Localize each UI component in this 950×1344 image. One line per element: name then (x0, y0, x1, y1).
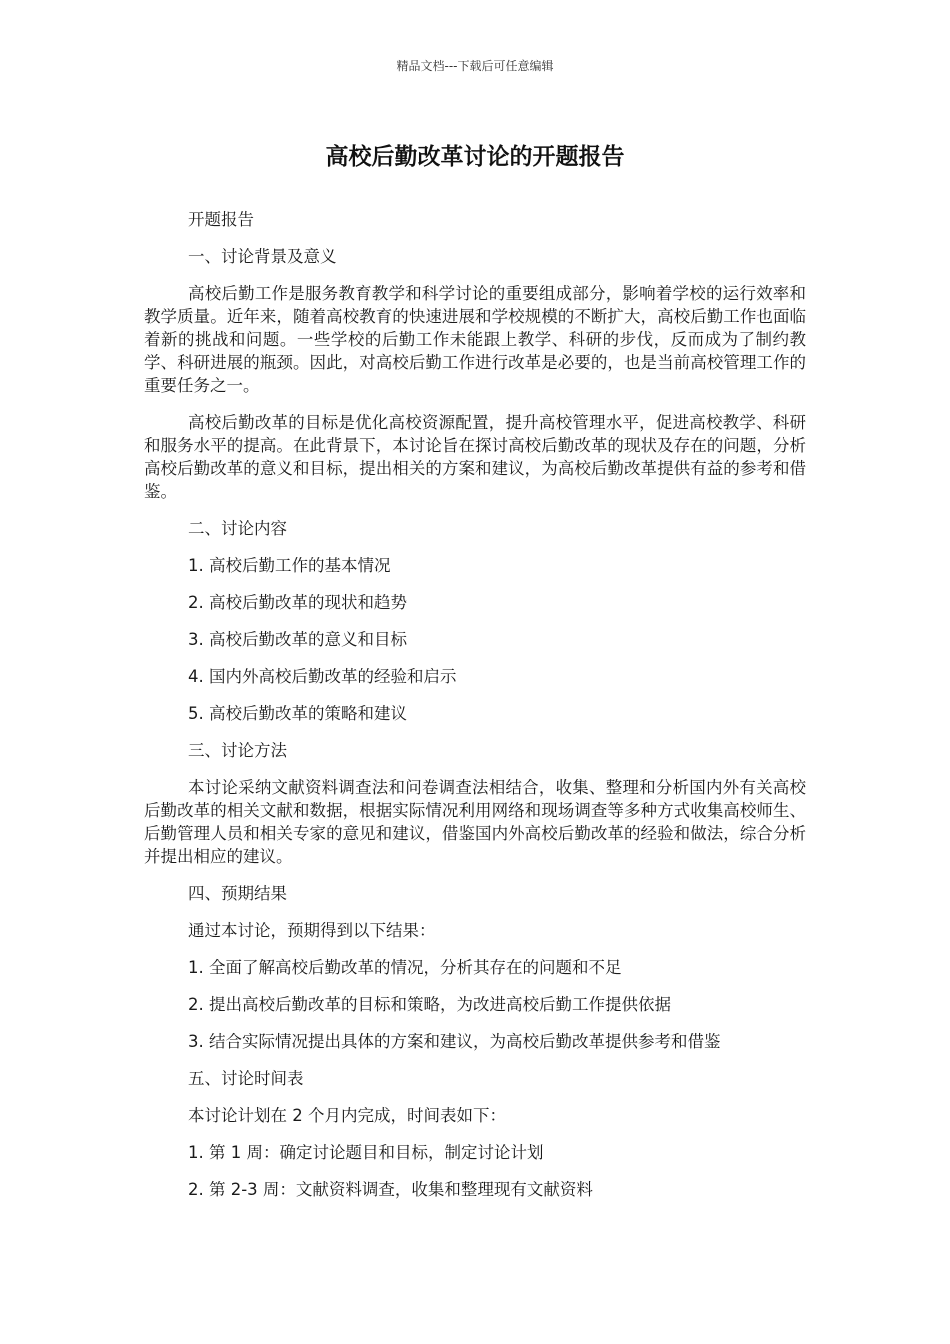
list-item: 2. 第 2-3 周：文献资料调查，收集和整理现有文献资料 (188, 1180, 593, 1199)
list-item: 2. 提出高校后勤改革的目标和策略，为改进高校后勤工作提供依据 (188, 995, 671, 1014)
list-item: 1. 高校后勤工作的基本情况 (188, 556, 391, 575)
list-item: 4. 国内外高校后勤改革的经验和启示 (188, 667, 457, 686)
body-paragraph: 高校后勤工作是服务教育教学和科学讨论的重要组成部分，影响着学校的运行效率和教学质量。近年来，随着高校教育的快速进展和学校规模的不断扩大，高校后勤工作也面临着新的挑战和问题。一些学校的后勤工作未能跟上教学、科研的步伐，反而成为了制约教学、科研进展的瓶颈。因此，对高校后勤工作进行改革是必要的，也是当前高校管理工作的重要任务之一。 (144, 284, 806, 395)
section-heading: 五、讨论时间表 (188, 1069, 304, 1088)
document-body (144, 208, 806, 1215)
list-item: 1. 第 1 周：确定讨论题目和目标，制定讨论计划 (188, 1143, 544, 1162)
body-paragraph: 本讨论计划在 2 个月内完成，时间表如下： (188, 1106, 506, 1125)
list-item: 5. 高校后勤改革的策略和建议 (188, 704, 407, 723)
body-paragraph: 高校后勤改革的目标是优化高校资源配置，提升高校管理水平，促进高校教学、科研和服务水平的提高。在此背景下，本讨论旨在探讨高校后勤改革的现状及存在的问题，分析高校后勤改革的意义和目标，提出相关的方案和建议，为高校后勤改革提供有益的参考和借鉴。 (144, 413, 806, 501)
section-heading: 一、讨论背景及意义 (188, 247, 337, 266)
section-heading: 三、讨论方法 (188, 741, 287, 760)
body-paragraph: 本讨论采纳文献资料调查法和问卷调查法相结合，收集、整理和分析国内外有关高校后勤改革的相关文献和数据，根据实际情况利用网络和现场调查等多种方式收集高校师生、后勤管理人员和相关专家的意见和建议，借鉴国内外高校后勤改革的经验和做法，综合分析并提出相应的建议。 (144, 778, 806, 866)
section-heading: 四、预期结果 (188, 884, 287, 903)
document-title: 高校后勤改革讨论的开题报告 (325, 144, 625, 170)
section-heading: 二、讨论内容 (188, 519, 287, 538)
list-item: 3. 结合实际情况提出具体的方案和建议，为高校后勤改革提供参考和借鉴 (188, 1032, 721, 1051)
report-label: 开题报告 (188, 210, 254, 229)
list-item: 1. 全面了解高校后勤改革的情况，分析其存在的问题和不足 (188, 958, 622, 977)
header-note: 精品文档---下载后可任意编辑 (396, 59, 554, 73)
body-paragraph: 通过本讨论，预期得到以下结果： (188, 921, 436, 940)
list-item: 3. 高校后勤改革的意义和目标 (188, 630, 407, 649)
list-item: 2. 高校后勤改革的现状和趋势 (188, 593, 407, 612)
